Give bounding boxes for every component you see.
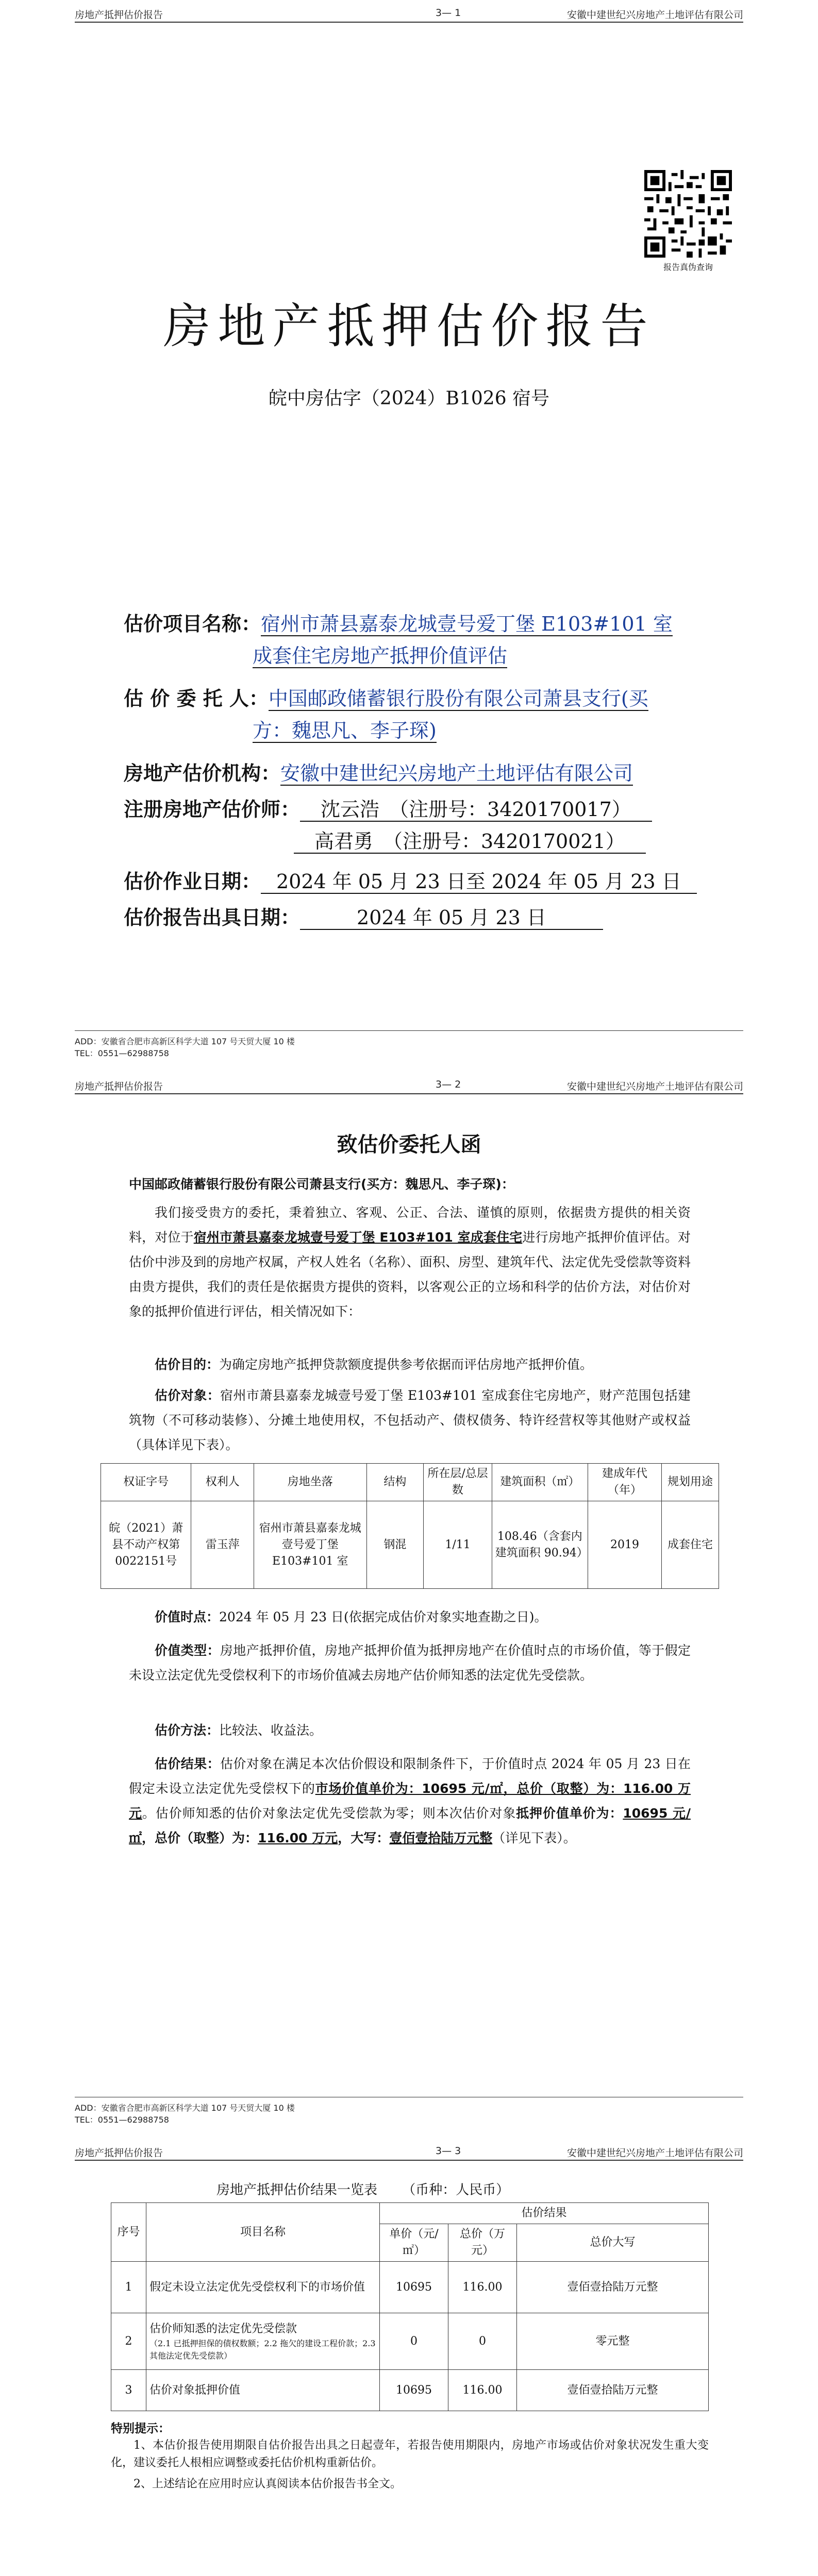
row1-upper: 壹佰壹拾陆万元整 <box>517 2262 709 2313</box>
header-page-number: 3— 2 <box>436 1079 461 1090</box>
th-total: 总价（万元） <box>448 2224 517 2262</box>
appraiser-row <box>124 793 711 857</box>
td-usage: 成套住宅 <box>662 1501 719 1589</box>
row2-no: 2 <box>111 2313 146 2370</box>
th-location: 房地坐落 <box>254 1464 366 1501</box>
result-part-j: （详见下表）。 <box>492 1831 576 1845</box>
row2-note: （2.1 已抵押担保的债权数额；2.2 拖欠的建设工程价款；2.3 其他法定优先受偿款） <box>149 2338 376 2361</box>
result-part-a: 估价对象在满足本次估价假设和限制条件下，于价值时点 2024 年 05 月 23 日在假定未设立法定优先受偿权下的 <box>129 1756 691 1796</box>
object-paragraph <box>129 1383 691 1458</box>
td-cert: 皖（2021）萧县不动产权第0022151号 <box>101 1501 191 1589</box>
object-text: 宿州市萧县嘉泰龙城壹号爱丁堡 E103#101 室成套住宅房地产，财产范围包括建筑物（不可移动装修）、分摊土地使用权，不包括动产、债权债务、特许经营权等其他财产或权益（具体详见下表）。 <box>129 1388 691 1452</box>
running-header <box>75 1079 743 1094</box>
appraiser-2: 高君勇 （注册号：3420170021） <box>294 830 646 854</box>
td-year: 2019 <box>588 1501 661 1589</box>
header-page-number: 3— 1 <box>436 7 461 19</box>
project-name-value-2: 成套住宅房地产抵押价值评估 <box>253 645 508 667</box>
cover-page <box>0 0 818 1066</box>
running-header <box>75 7 743 23</box>
method-text: 比较法、收益法。 <box>219 1723 323 1738</box>
th-usage: 规划用途 <box>662 1464 719 1501</box>
cover-title: 房地产抵押估价报告 <box>163 299 655 354</box>
header-right: 安徽中建世纪兴房地产土地评估有限公司 <box>566 2147 743 2159</box>
row2-item: 估价师知悉的法定优先受偿款 <box>149 2322 297 2335</box>
row1-item: 假定未设立法定优先受偿权利下的市场价值 <box>146 2262 380 2313</box>
td-floor: 1/11 <box>424 1501 492 1589</box>
header-left: 房地产抵押估价报告 <box>75 1081 163 1092</box>
row3-no: 3 <box>111 2370 146 2411</box>
purpose-text: 为确定房地产抵押贷款额度提供参考依据而评估房地产抵押价值。 <box>219 1357 593 1372</box>
result-paragraph <box>129 1752 691 1851</box>
project-name-row <box>124 608 711 672</box>
header-left: 房地产抵押估价报告 <box>75 9 163 21</box>
letter-addressee: 中国邮政储蓄银行股份有限公司萧县支行(买方：魏思凡、李子琛)： <box>129 1177 514 1192</box>
td-location: 宿州市萧县嘉泰龙城壹号爱丁堡 E103#101 室 <box>254 1501 366 1589</box>
running-footer <box>75 2097 743 2130</box>
th-item: 项目名称 <box>146 2203 380 2262</box>
result-unit-price: 10695 元/㎡ <box>129 1806 691 1845</box>
object-label: 估价对象： <box>155 1388 221 1403</box>
footer-address: ADD：安徽省合肥市高新区科学大道 107 号天贸大厦 10 楼 <box>75 1037 295 1046</box>
issue-date-row <box>124 902 711 934</box>
intro-part-a: 我们接受贵方的委托，秉着独立、客观、公正、合法、谨慎的原则，依据贵方提供的相关资料，对位于 <box>129 1205 691 1245</box>
value-type-paragraph <box>129 1638 691 1688</box>
footer-tel: TEL：0551—62988758 <box>75 2115 169 2125</box>
client-row <box>124 683 711 747</box>
th-no: 序号 <box>111 2203 146 2262</box>
result-label: 估价结果： <box>155 1756 220 1771</box>
td-structure: 钢混 <box>366 1501 424 1589</box>
header-right: 安徽中建世纪兴房地产土地评估有限公司 <box>566 9 743 21</box>
summary-currency: （币种：人民币） <box>402 2182 510 2198</box>
method-label: 估价方法： <box>155 1723 220 1738</box>
property-table-header <box>101 1464 719 1501</box>
value-type-label: 价值类型： <box>155 1643 220 1658</box>
row2-total: 0 <box>448 2313 517 2370</box>
method-paragraph <box>129 1718 691 1743</box>
th-year: 建成年代（年） <box>588 1464 661 1501</box>
agency-row <box>124 757 711 789</box>
value-date-label: 价值时点： <box>155 1609 220 1624</box>
table-row <box>111 2313 709 2370</box>
row1-unit: 10695 <box>380 2262 448 2313</box>
appraiser-1: 沈云浩 （注册号：3420170017） <box>300 798 652 822</box>
result-upper: 壹佰壹拾陆万元整 <box>389 1831 493 1845</box>
result-part-c: 。估价师知悉的估价对象法定优先受偿款为零；则本次估价对象 <box>142 1806 516 1821</box>
project-name-label: 估价项目名称： <box>124 613 261 635</box>
tip-2: 2、上述结论在应用时应认真阅读本估价报告书全文。 <box>133 2478 402 2490</box>
th-area: 建筑面积（㎡） <box>492 1464 588 1501</box>
client-value-1: 中国邮政储蓄银行股份有限公司萧县支行(买 <box>268 687 648 710</box>
row2-upper: 零元整 <box>517 2313 709 2370</box>
report-number: 皖中房估字（2024）B1026 宿号 <box>268 388 550 409</box>
running-header <box>75 2145 743 2161</box>
work-date-value: 2024 年 05 月 23 日至 2024 年 05 月 23 日 <box>261 870 697 894</box>
row3-unit: 10695 <box>380 2370 448 2411</box>
row2-unit: 0 <box>380 2313 448 2370</box>
row3-item: 估价对象抵押价值 <box>146 2370 380 2411</box>
result-market-value: 市场价值单价为：10695 元/㎡，总价（取整）为：116.00 万元 <box>129 1781 691 1821</box>
value-date-text: 2024 年 05 月 23 日(依据完成估价对象实地查勘之日)。 <box>219 1609 547 1624</box>
table-row <box>111 2262 709 2313</box>
agency-label: 房地产估价机构： <box>124 762 281 785</box>
issue-date-value: 2024 年 05 月 23 日 <box>300 906 603 930</box>
row3-total: 116.00 <box>448 2370 517 2411</box>
summary-table <box>111 2202 709 2411</box>
header-left: 房地产抵押估价报告 <box>75 2147 163 2159</box>
row1-no: 1 <box>111 2262 146 2313</box>
table-row <box>101 1501 719 1589</box>
qr-caption: 报告真伪查询 <box>663 262 713 272</box>
row1-total: 116.00 <box>448 2262 517 2313</box>
value-type-text: 房地产抵押价值，房地产抵押价值为抵押房地产在价值时点的市场价值，等于假定未设立法定优先受偿权利下的市场价值减去房地产估价师知悉的法定优先受偿款。 <box>129 1643 691 1683</box>
client-label: 估 价 委 托 人： <box>124 687 269 710</box>
th-upper: 总价大写 <box>517 2224 709 2262</box>
result-part-h: ，大写： <box>338 1831 390 1845</box>
result-part-d: 抵押价值单价为： <box>516 1806 623 1821</box>
letter-title: 致估价委托人函 <box>337 1133 481 1157</box>
qr-code[interactable] <box>644 170 732 273</box>
th-floor: 所在层/总层数 <box>424 1464 492 1501</box>
appraiser-label: 注册房地产估价师： <box>124 798 301 821</box>
summary-title-row <box>216 2179 509 2198</box>
td-area: 108.46（含套内建筑面积 90.94） <box>492 1501 588 1589</box>
th-structure: 结构 <box>366 1464 424 1501</box>
footer-tel: TEL：0551—62988758 <box>75 1048 169 1058</box>
header-right: 安徽中建世纪兴房地产土地评估有限公司 <box>566 1081 743 1092</box>
intro-property: 宿州市萧县嘉泰龙城壹号爱丁堡 E103#101 室成套住宅 <box>193 1230 523 1245</box>
row2-item-cell <box>146 2313 380 2370</box>
th-result: 估价结果 <box>380 2203 709 2224</box>
th-cert: 权证字号 <box>101 1464 191 1501</box>
special-title: 特别提示： <box>111 2422 170 2435</box>
property-table <box>101 1463 719 1589</box>
result-part-f: ，总价（取整）为： <box>142 1831 258 1845</box>
result-total: 116.00 万元 <box>258 1831 338 1845</box>
agency-value: 安徽中建世纪兴房地产土地评估有限公司 <box>280 762 633 785</box>
qr-code-icon <box>644 170 732 258</box>
client-value-2: 方：魏思凡、李子琛) <box>253 719 437 742</box>
purpose-label: 估价目的： <box>155 1357 220 1372</box>
intro-part-c: 进行房地产抵押价值评估。对估价中涉及到的房地产权属，产权人姓名（名称）、面积、房型、建筑年代、法定优先受偿款等资料由贵方提供，我们的责任是依据贵方提供的资料，以客观公正的立场和科学的估价方法，对估价对象的抵押价值进行评估，相关情况如下： <box>129 1230 691 1319</box>
purpose-paragraph <box>129 1352 691 1377</box>
row3-upper: 壹佰壹拾陆万元整 <box>517 2370 709 2411</box>
running-footer <box>75 1030 743 1064</box>
work-date-row <box>124 866 711 897</box>
work-date-label: 估价作业日期： <box>124 870 261 893</box>
td-owner: 雷玉萍 <box>191 1501 254 1589</box>
summary-page <box>0 2138 818 2576</box>
value-date-paragraph <box>129 1605 691 1630</box>
issue-date-label: 估价报告出具日期： <box>124 906 301 929</box>
tip-1: 1、本估价报告使用期限自估价报告出具之日起壹年，若报告使用期限内，房地产市场或估价对象状况发生重大变化，建议委托人根相应调整或委托估价机构重新估价。 <box>111 2439 709 2469</box>
letter-intro <box>129 1200 691 1324</box>
th-owner: 权利人 <box>191 1464 254 1501</box>
letter-page <box>0 1072 818 2133</box>
header-page-number: 3— 3 <box>436 2145 461 2157</box>
th-unit: 单价（元/㎡） <box>380 2224 448 2262</box>
footer-address: ADD：安徽省合肥市高新区科学大道 107 号天贸大厦 10 楼 <box>75 2103 295 2113</box>
table-row <box>111 2370 709 2411</box>
project-name-value-1: 宿州市萧县嘉泰龙城壹号爱丁堡 E103#101 室 <box>261 613 673 635</box>
summary-title: 房地产抵押估价结果一览表 <box>216 2182 378 2198</box>
